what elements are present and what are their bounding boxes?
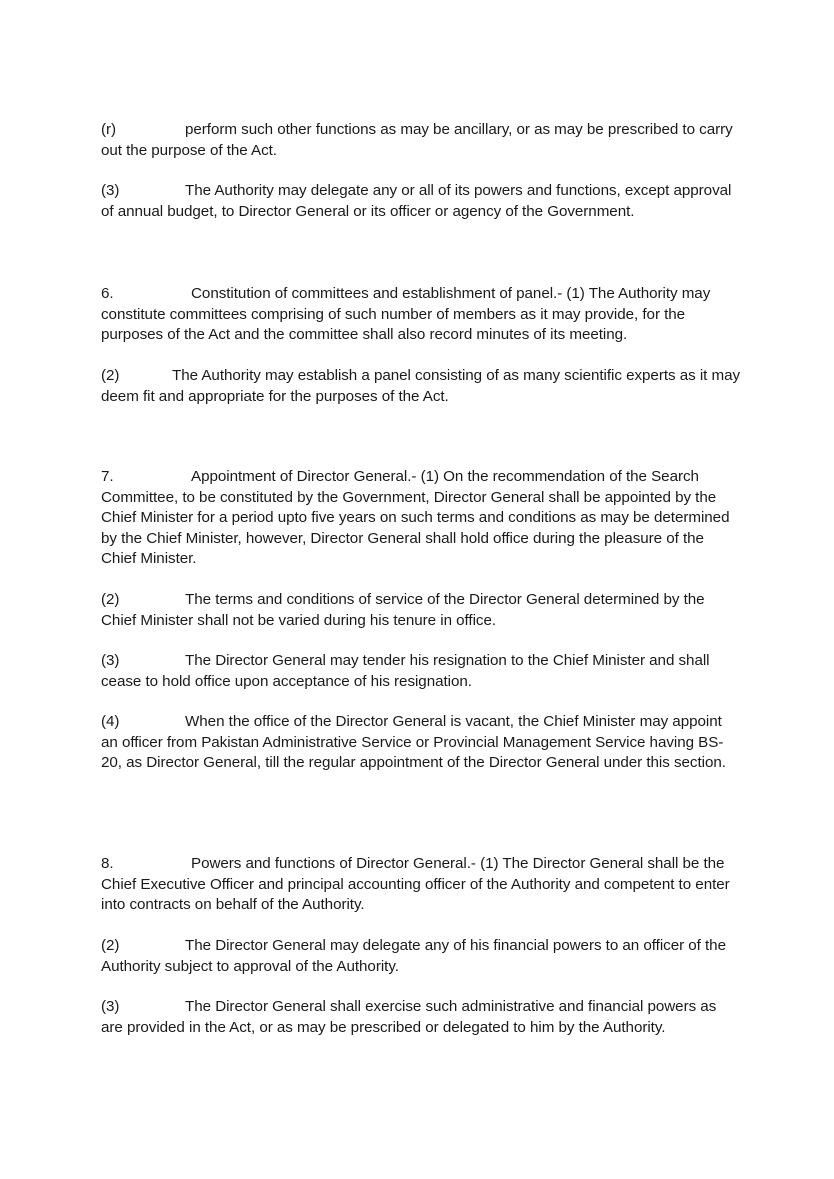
clause-number: (4) xyxy=(101,713,120,730)
section-8-clause-2-financial-delegation xyxy=(101,936,741,977)
clause-text: The Director General may delegate any of his financial powers to an officer of the Authority subject to approval of the Authority. xyxy=(101,937,726,975)
section-8-powers-director-general xyxy=(101,854,741,916)
section-8-clause-3-administrative-powers xyxy=(101,997,741,1038)
section-number: 6. xyxy=(101,285,114,302)
clause-r-ancillary-functions xyxy=(101,120,741,161)
clause-number: (3) xyxy=(101,182,120,199)
clause-text: The Authority may delegate any or all of its powers and functions, except approval of annual budget, to Director General or its officer or agency of the Government. xyxy=(101,182,732,220)
clause-text: The Director General shall exercise such administrative and financial powers as are provided in the Act, or as may be prescribed or delegated to him by the Authority. xyxy=(101,998,717,1036)
clause-text: The terms and conditions of service of the Director General determined by the Chief Minister shall not be varied during his tenure in office. xyxy=(101,591,705,629)
clause-text: perform such other functions as may be ancillary, or as may be prescribed to carry out the purpose of the Act. xyxy=(101,121,733,159)
clause-text: When the office of the Director General is vacant, the Chief Minister may appoint an officer from Pakistan Administrative Service or Provincial Management Service having BS-20, as Director General, till the regular appointment of the Director General under this section. xyxy=(101,713,726,771)
clause-number: (3) xyxy=(101,998,120,1015)
section-6-clause-2-panel xyxy=(101,366,741,407)
clause-text: The Director General may tender his resignation to the Chief Minister and shall cease to hold office upon acceptance of his resignation. xyxy=(101,652,710,690)
clause-number: (r) xyxy=(101,121,117,138)
section-text: Powers and functions of Director General.- (1) The Director General shall be the Chief Executive Officer and principal accounting officer of the Authority and competent to enter into contracts on behalf of the Authority. xyxy=(101,855,730,913)
section-number: 8. xyxy=(101,855,114,872)
clause-number: (2) xyxy=(101,367,120,384)
clause-3-delegation xyxy=(101,181,741,222)
section-7-clause-2-terms xyxy=(101,590,741,631)
section-number: 7. xyxy=(101,468,114,485)
clause-number: (2) xyxy=(101,591,120,608)
section-7-appointment-director-general xyxy=(101,467,741,570)
clause-number: (2) xyxy=(101,937,120,954)
clause-number: (3) xyxy=(101,652,120,669)
section-text: Appointment of Director General.- (1) On the recommendation of the Search Committee, to be constituted by the Government, Director General shall be appointed by the Chief Minister for a period upto five years on such terms and conditions as may be determined by the Chief Minister, however, Director General shall hold office during the pleasure of the Chief Minister. xyxy=(101,468,730,567)
section-7-clause-4-vacancy xyxy=(101,712,741,774)
clause-text: The Authority may establish a panel consisting of as many scientific experts as it may deem fit and appropriate for the purposes of the Act. xyxy=(101,367,741,405)
section-text: Constitution of committees and establishment of panel.- (1) The Authority may constitute committees comprising of such number of members as it may provide, for the purposes of the Act and the committee shall also record minutes of its meeting. xyxy=(101,285,711,343)
section-7-clause-3-resignation xyxy=(101,651,741,692)
section-6-committees xyxy=(101,284,741,346)
